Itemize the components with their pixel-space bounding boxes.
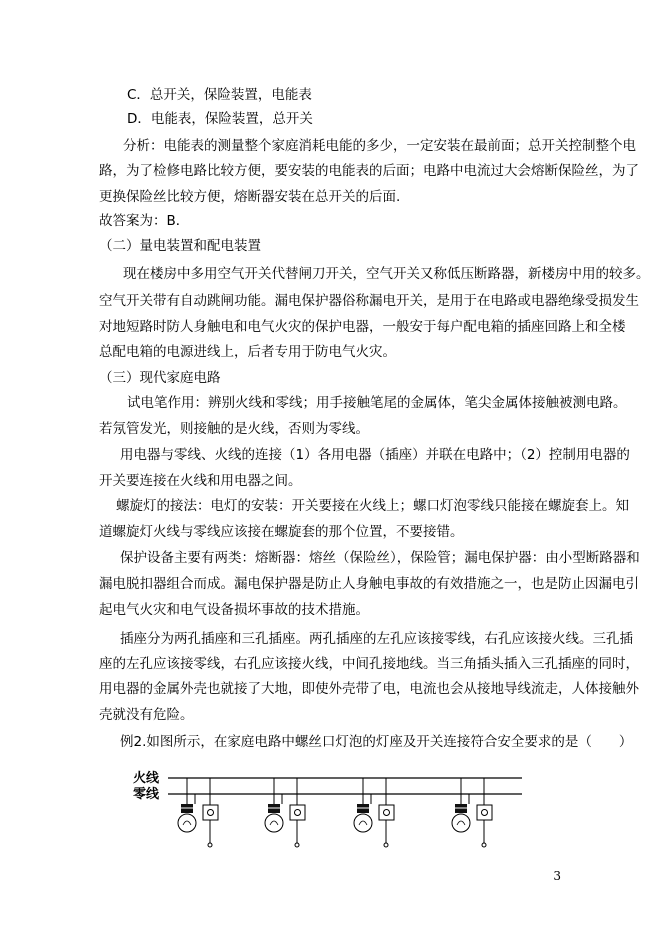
line-11: （三）现代家庭电路 <box>99 370 221 386</box>
line-7: 现在楼房中多用空气开关代替闸刀开关，空气开关又称低压断路器，新楼房中用的较多。 <box>123 266 650 282</box>
line-17: 道螺旋灯火线与零线应该接在螺旋套的那个位置，不要接错。 <box>99 524 464 540</box>
switch-2-box <box>290 805 305 820</box>
line-8: 空气开关带有自动跳闸功能。漏电保护器俗称漏电开关，是用于在电路或电器绝缘受损发生 <box>99 293 639 309</box>
circuit-diagram <box>130 765 530 880</box>
line-16: 螺旋灯的接法：电灯的安装：开关要接在火线上；螺口灯泡零线只能接在螺旋套上。知 <box>116 498 629 514</box>
line-13: 若氖管发光，则接触的是火线，否则为零线。 <box>99 421 369 437</box>
line-5: 故答案为：B． <box>99 213 190 229</box>
switch-4-box <box>477 805 492 820</box>
line-14: 用电器与零线、火线的连接（1）各用电器（插座）并联在电路中；（2）控制用电器的 <box>120 447 630 463</box>
live-wire-label: 火线 <box>133 771 160 786</box>
line-15: 开关要连接在火线和用电器之间。 <box>99 473 302 489</box>
line-3: 路，为了检修电路比较方便，要安装的电能表的后面；电路中电流过大会熔断保险丝，为了 <box>99 163 639 179</box>
line-24: 壳就没有危险。 <box>99 707 194 723</box>
line-2: 分析：电能表的测量整个家庭消耗电能的多少，一定安装在最前面；总开关控制整个电 <box>123 138 636 154</box>
line-25: 例2.如图所示，在家庭电路中螺丝口灯泡的灯座及开关连接符合安全要求的是（ ） <box>120 734 633 750</box>
line-23: 用电器的金属外壳也就接了大地，即使外壳带了电，电流也会从接地导线流走，人体接触外 <box>99 681 639 697</box>
line-12: 试电笔作用：辨别火线和零线；用手接触笔尾的金属体，笔尖金属体接触被测电路。 <box>127 395 627 411</box>
switch-3-terminal <box>384 843 388 847</box>
line-21: 插座分为两孔插座和三孔插座。两孔插座的左孔应该接零线，右孔应该接火线。三孔插 <box>120 631 633 647</box>
switch-1-box <box>203 805 218 820</box>
lamp-4-bulb-icon <box>452 814 470 832</box>
line-19: 漏电脱扣器组合而成。漏电保护器是防止人身触电事故的有效措施之一，也是防止因漏电引 <box>99 576 639 592</box>
lamp-3-bulb-icon <box>354 814 372 832</box>
line-18: 保护设备主要有两类：熔断器：熔丝（保险丝），保险管；漏电保护器：由小型断路器和 <box>120 550 640 566</box>
line-4: 更换保险丝比较方便，熔断器安装在总开关的后面. <box>99 189 401 205</box>
line-1: D．电能表，保险装置，总开关 <box>127 111 313 127</box>
line-0: C．总开关，保险装置，电能表 <box>127 87 312 103</box>
line-20: 起电气火灾和电气设备损坏事故的技术措施。 <box>99 602 369 618</box>
line-10: 总配电箱的电源进线上，后者专用于防电气火灾。 <box>99 344 396 360</box>
lamp-2-bulb-icon <box>265 814 283 832</box>
neutral-wire-label: 零线 <box>133 787 160 802</box>
switch-2-terminal <box>295 843 299 847</box>
lamp-1-bulb-icon <box>178 814 196 832</box>
page-number: 3 <box>553 869 561 883</box>
switch-1-terminal <box>208 843 212 847</box>
line-6: （二）量电装置和配电装置 <box>99 238 261 254</box>
switch-4-terminal <box>482 843 486 847</box>
switch-3-box <box>379 805 394 820</box>
line-9: 对地短路时防人身触电和电气火灾的保护电器，一般安于每户配电箱的插座回路上和全楼 <box>99 319 626 335</box>
line-22: 座的左孔应该接零线，右孔应该接火线，中间孔接地线。当三角插头插入三孔插座的同时， <box>99 656 639 672</box>
